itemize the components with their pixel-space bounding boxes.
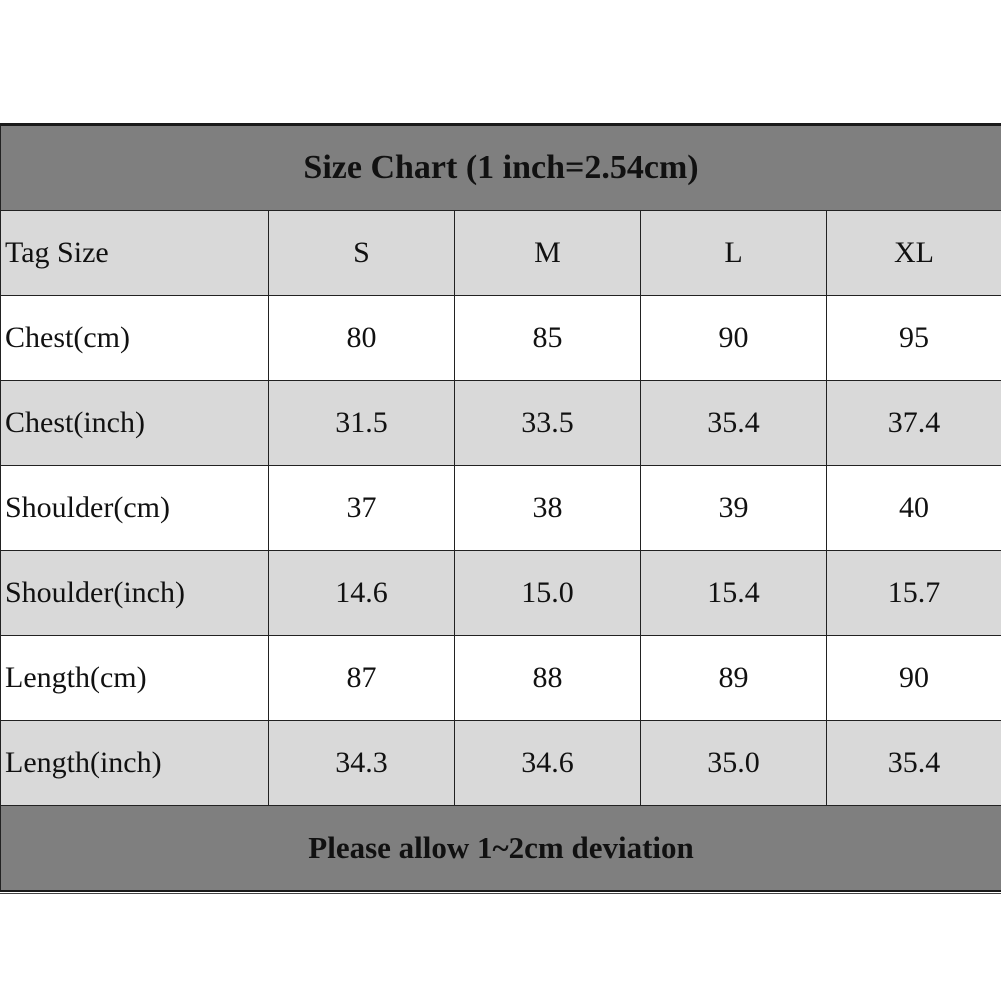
table-row (1, 551, 1001, 636)
table-cell: 39 (641, 466, 827, 551)
size-header-s: S (269, 211, 455, 296)
size-chart-table (0, 123, 1001, 892)
row-label: Shoulder(cm) (1, 466, 269, 551)
table-cell: 33.5 (455, 381, 641, 466)
table-cell: 95 (827, 296, 1001, 381)
table-cell: 34.3 (269, 721, 455, 806)
size-header-xl: XL (827, 211, 1001, 296)
table-cell: 35.4 (641, 381, 827, 466)
table-cell: 38 (455, 466, 641, 551)
row-label: Chest(cm) (1, 296, 269, 381)
table-row (1, 636, 1001, 721)
table-cell: 15.4 (641, 551, 827, 636)
size-header-m: M (455, 211, 641, 296)
row-label: Length(inch) (1, 721, 269, 806)
chart-title: Size Chart (1 inch=2.54cm) (1, 125, 1001, 211)
bottom-rule (0, 893, 1001, 894)
table-cell: 85 (455, 296, 641, 381)
table-cell: 80 (269, 296, 455, 381)
deviation-note: Please allow 1~2cm deviation (1, 806, 1001, 892)
table-row (1, 381, 1001, 466)
table-row (1, 466, 1001, 551)
table-cell: 31.5 (269, 381, 455, 466)
table-cell: 88 (455, 636, 641, 721)
table-cell: 15.0 (455, 551, 641, 636)
table-cell: 40 (827, 466, 1001, 551)
header-label: Tag Size (1, 211, 269, 296)
table-cell: 37.4 (827, 381, 1001, 466)
title-row (1, 125, 1001, 211)
table-cell: 35.4 (827, 721, 1001, 806)
row-label: Length(cm) (1, 636, 269, 721)
footer-row (1, 806, 1001, 892)
table-cell: 89 (641, 636, 827, 721)
table-cell: 15.7 (827, 551, 1001, 636)
table-cell: 35.0 (641, 721, 827, 806)
table-row (1, 721, 1001, 806)
table-cell: 34.6 (455, 721, 641, 806)
size-header-l: L (641, 211, 827, 296)
row-label: Shoulder(inch) (1, 551, 269, 636)
table-cell: 87 (269, 636, 455, 721)
table-row (1, 296, 1001, 381)
table-cell: 90 (827, 636, 1001, 721)
table-cell: 37 (269, 466, 455, 551)
row-label: Chest(inch) (1, 381, 269, 466)
table-cell: 90 (641, 296, 827, 381)
table-cell: 14.6 (269, 551, 455, 636)
header-row (1, 211, 1001, 296)
